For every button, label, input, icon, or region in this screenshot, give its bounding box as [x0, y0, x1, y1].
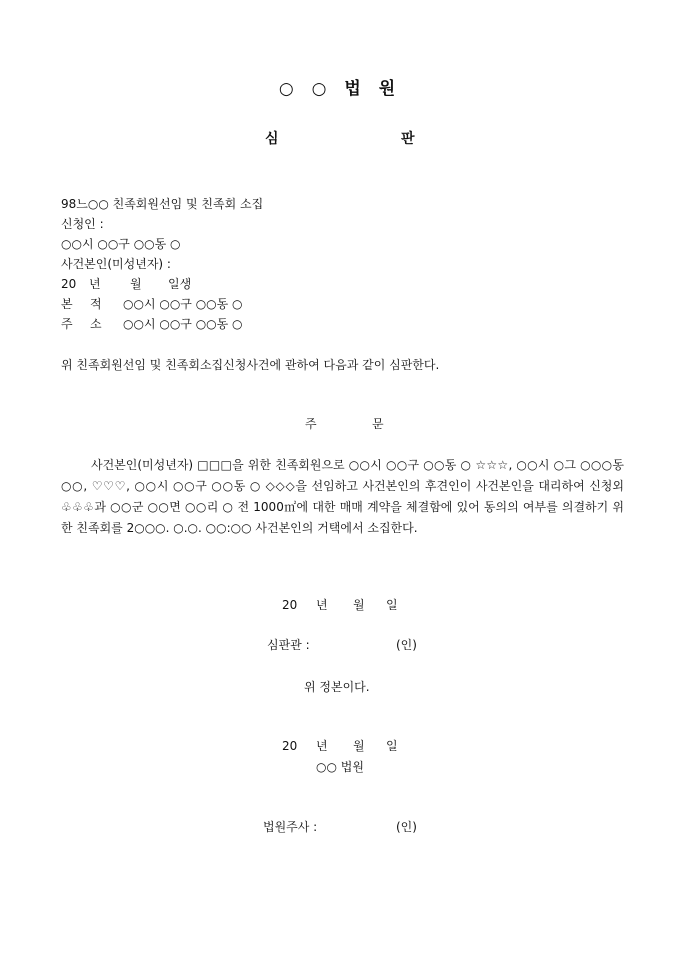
date2-year: 20: [282, 739, 298, 753]
intro-sentence: 위 친족회원선임 및 친족회소집신청사건에 관하여 다음과 같이 심판한다.: [61, 358, 440, 372]
order-text-body: 사건본인(미성년자) □□□을 위한 친족회원으로 ○○시 ○○구 ○○동 ○ ☆☆☆, ○○시 ○그 ○○○동 ○○, ♡♡♡, ○○시 ○○구 ○○동 ○ ◇◇◇을 선임하고 사건본인의 후견인이 사건본인을 대리하여 신청외 ♧♧♧과 ○○군 ○○면 ○○리 ○ 전 1000㎡에 대한 매매 계약을 체결함에 있어 동의의 여부를 의결하기 위한 친족회를 2○○○. ○.○. ○○:○○ 사건본인의 거택에서 소집한다.: [61, 458, 624, 535]
date2-month-unit: 월: [353, 739, 365, 753]
date1-month-unit: 월: [353, 598, 365, 612]
applicant-label: 신청인 :: [61, 217, 104, 231]
birth-day-unit: 일생: [168, 277, 192, 291]
order-text: [61, 455, 624, 539]
birth-year: 20: [61, 277, 77, 291]
subject-label: 사건본인(미성년자) :: [61, 257, 171, 271]
certified-text: 위 정본이다.: [304, 680, 370, 694]
domicile-value: ○○시 ○○구 ○○동 ○: [123, 297, 243, 311]
residence-line: [61, 316, 321, 332]
date2-line: [282, 738, 422, 754]
case-line: 98느○○ 친족회원선임 및 친족회 소집: [61, 197, 264, 211]
judge-label: 심판관 :: [267, 638, 310, 652]
date2-year-unit: 년: [316, 739, 328, 753]
doc-type-left: 심: [265, 131, 279, 147]
date2-day-unit: 일: [386, 739, 398, 753]
order-heading-left: 주: [305, 417, 317, 431]
residence-label-a: 주: [61, 317, 73, 331]
domicile-label-b: 적: [90, 297, 102, 311]
clerk-seal: (인): [396, 820, 417, 834]
residence-label-b: 소: [90, 317, 102, 331]
birth-month-unit: 월: [130, 277, 142, 291]
court-short: ○○ 법원: [316, 760, 364, 774]
residence-value: ○○시 ○○구 ○○동 ○: [123, 317, 243, 331]
domicile-line: [61, 296, 321, 312]
doc-type-right: 판: [401, 131, 415, 147]
domicile-label-a: 본: [61, 297, 73, 311]
date1-year-unit: 년: [316, 598, 328, 612]
birth-line: [61, 276, 261, 292]
judge-seal: (인): [396, 638, 417, 652]
court-title: ○ ○ 법 원: [278, 79, 402, 99]
order-heading-right: 문: [372, 417, 384, 431]
clerk-label: 법원주사 :: [263, 820, 318, 834]
date1-day-unit: 일: [386, 598, 398, 612]
date1-year: 20: [282, 598, 298, 612]
birth-year-unit: 년: [89, 277, 101, 291]
date1-line: [282, 597, 422, 613]
applicant-address: ○○시 ○○구 ○○동 ○: [61, 237, 181, 251]
